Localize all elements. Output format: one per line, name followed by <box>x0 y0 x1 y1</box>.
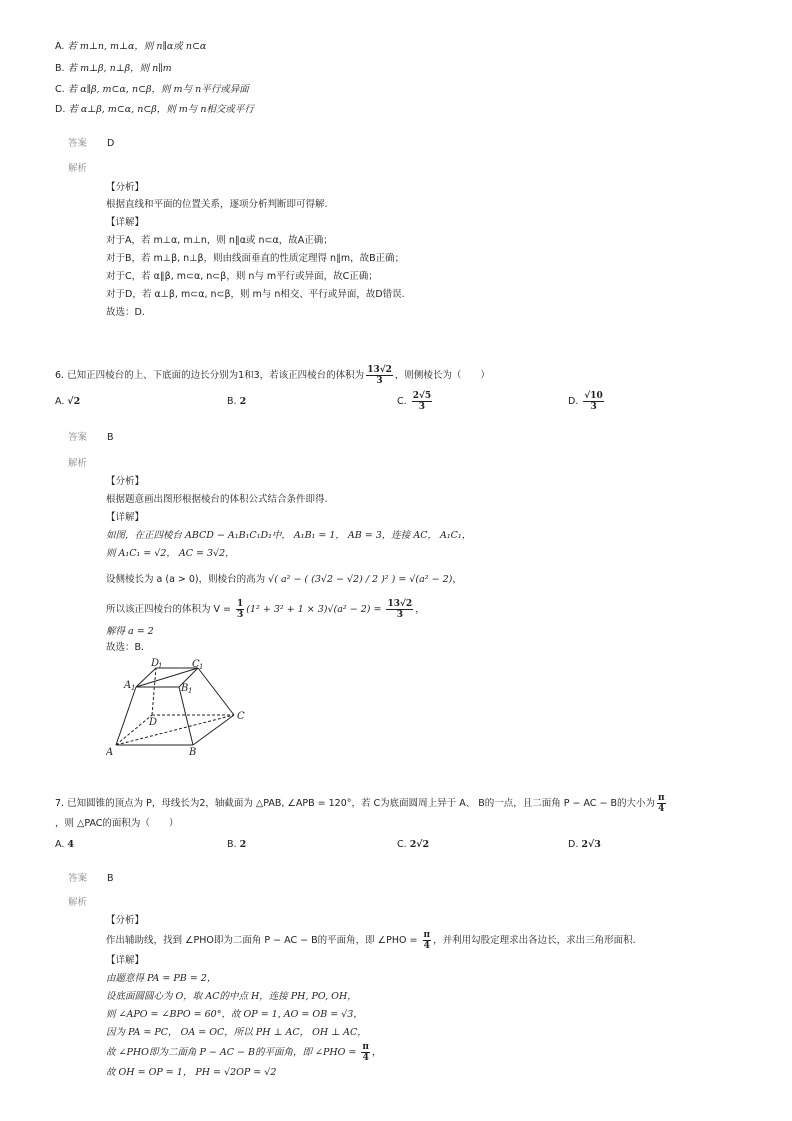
q6-analysis-line: 则 A₁C₁ = √2， AC = 3√2， <box>106 548 235 559</box>
vertex-d1-subscript: 1 <box>158 662 163 670</box>
q5-analysis-line: 【分析】 <box>106 182 145 193</box>
vertex-b1-subscript: 1 <box>188 687 193 695</box>
q7-option-b: B. 2 <box>227 839 247 850</box>
q6-option-a: A. √2 <box>55 396 81 407</box>
q6-analysis-line: 【详解】 <box>106 512 145 523</box>
q5-option-d: D. 若 α⊥β, m⊂α, n⊂β，则 m与 n相交或平行 <box>55 104 254 115</box>
q5-option-a: A. 若 m⊥n, m⊥α，则 n∥α或 n⊂α <box>55 41 207 52</box>
q5-option-c: C. 若 α∥β, m⊂α, n⊂β，则 m与 n平行或异面 <box>55 84 249 95</box>
q7-stem-end: ，则 △PAC的面积为（ ） <box>55 818 179 829</box>
vertex-a1-subscript: 1 <box>131 684 136 692</box>
vertex-d-label: D <box>149 717 158 728</box>
q7-option-c: C. 2√2 <box>397 839 430 850</box>
q6-stem: 6. 已知正四棱台的上、下底面的边长分别为1和3，若该正四棱台的体积为 $\frac{13√2}{3}$ ，则侧棱长为（ ） <box>55 365 490 386</box>
q7-stem: 7. 已知圆锥的顶点为 P，母线长为2，轴截面为 △PAB, ∠APB = 120°，若 C为底面圆周上异于 A、 B的一点，且二面角 P − AC − B的大小为 $\frac{\pi}{4}$ <box>55 793 665 814</box>
q5-analysis-line: 对于D，若 α⊥β, m⊂α, n⊂β，则 m与 n相交、平行或异面，故D错误. <box>106 289 405 300</box>
q6-analysis-line: 如图，在正四棱台 ABCD − A₁B₁C₁D₁中， A₁B₁ = 1， AB = 3，连接 AC， A₁C₁， <box>106 530 472 541</box>
q5-option-b: B. 若 m⊥β, n⊥β，则 n∥m <box>55 63 172 74</box>
q6-analysis-line: 根据题意画出图形根据棱台的体积公式结合条件即得. <box>106 494 328 505</box>
q7-option-a: A. 4 <box>55 839 75 850</box>
vertex-c1-label: C <box>192 659 200 670</box>
frustum-figure <box>106 655 256 760</box>
q6-option-b: B. 2 <box>227 396 247 407</box>
q7-analysis-line: 则 ∠APO = ∠BPO = 60°，故 OP = 1, AO = OB = √3， <box>106 1009 363 1020</box>
q6-volume-formula: 所以该正四棱台的体积为 V = $\frac{1}{3}$ (1² + 3² + 1 × 3)√(a² − 2) = $\frac{13√2}{3}$ ， <box>106 599 425 620</box>
q7-angle-fraction: $\frac{\pi}{4}$ <box>657 793 665 814</box>
vertex-d1-label: D <box>151 658 160 669</box>
q5-analysis-line: 【详解】 <box>106 217 145 228</box>
q7-analysis-line: 故 OH = OP = 1， PH = √2OP = √2 <box>106 1067 277 1078</box>
q5-analysis-label: 解析 <box>68 163 88 174</box>
q7-analysis-line: 【分析】 <box>106 915 145 926</box>
q5-answer-label: 答案 <box>68 138 88 149</box>
vertex-a-label: A <box>106 747 114 758</box>
q6-option-d: D. $\frac{√10}{3}$ <box>568 391 603 412</box>
q7-analysis-line: 【详解】 <box>106 955 145 966</box>
q6-analysis-label: 解析 <box>68 458 88 469</box>
q7-analysis-line: 作出辅助线，找到 ∠PHO即为二面角 P − AC − B的平面角，即 ∠PHO = $\frac{\pi}{4}$ ，并利用勾股定理求出各边长，求出三角形面积. <box>106 930 636 951</box>
q7-analysis-line: 设底面圆圆心为 O，取 AC的中点 H，连接 PH, PO, OH， <box>106 991 357 1002</box>
q7-answer: B <box>107 873 114 884</box>
vertex-a1-label: A <box>124 680 132 691</box>
q5-analysis-line: 对于A，若 m⊥α, m⊥n，则 n∥α或 n⊂α，故A正确； <box>106 235 333 246</box>
q7-analysis-line: 故 ∠PHO即为二面角 P − AC − B的平面角，即 ∠PHO = $\frac{\pi}{4}$ ， <box>106 1042 382 1063</box>
q6-answer: B <box>107 432 114 443</box>
q6-volume-fraction: $\frac{13√2}{3}$ <box>367 365 392 386</box>
q5-answer: D <box>107 138 115 149</box>
q7-analysis-line: 因为 PA = PC， OA = OC，所以 PH ⊥ AC， OH ⊥ AC， <box>106 1027 367 1038</box>
vertex-c1-subscript: 1 <box>199 663 204 671</box>
q6-analysis-line: 解得 a = 2 <box>106 626 154 637</box>
vertex-b-label: B <box>189 747 197 758</box>
q6-option-c: C. $\frac{2√5}{3}$ <box>397 391 432 412</box>
q5-analysis-line: 故选：D. <box>106 307 145 318</box>
q5-analysis-line: 根据直线和平面的位置关系，逐项分析判断即可得解. <box>106 199 328 210</box>
q7-analysis-line: 由题意得 PA = PB = 2， <box>106 973 217 984</box>
q6-analysis-line: 【分析】 <box>106 476 145 487</box>
q7-option-d: D. 2√3 <box>568 839 601 850</box>
vertex-b1-label: B <box>181 683 189 694</box>
q6-answer-label: 答案 <box>68 432 88 443</box>
q5-analysis-line: 对于B，若 m⊥β, n⊥β，则由线面垂直的性质定理得 n∥m，故B正确； <box>106 253 405 264</box>
q5-analysis-line: 对于C，若 α∥β, m⊂α, n⊂β，则 n与 m平行或异面，故C正确； <box>106 271 378 282</box>
q6-analysis-line: 故选：B. <box>106 642 145 653</box>
vertex-c-label: C <box>237 711 245 722</box>
q6-height-formula: 设侧棱长为 a (a > 0)，则棱台的高为 √( a² − ( (3√2 − √2) / 2 )² ) = √(a² − 2)， <box>106 574 462 585</box>
q7-analysis-label: 解析 <box>68 897 88 908</box>
q7-answer-label: 答案 <box>68 873 88 884</box>
